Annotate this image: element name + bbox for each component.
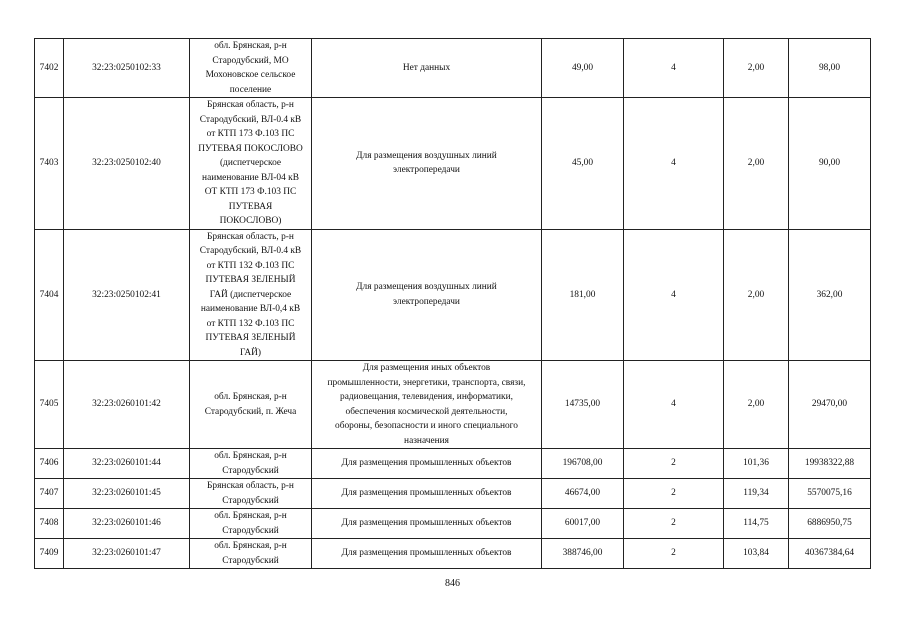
- address-line: ПОКОСЛОВО): [219, 216, 282, 226]
- address-line: поселение: [229, 84, 272, 95]
- rate-cell: 2,00: [724, 98, 789, 230]
- row-number-cell: 7403: [35, 98, 64, 230]
- purpose-cell: [312, 449, 542, 479]
- address-cell: [190, 98, 312, 230]
- group-cell: 4: [624, 361, 724, 449]
- row-number-cell: 7408: [35, 509, 64, 539]
- address-cell: [190, 509, 312, 539]
- purpose-line: промышленности, энергетики, транспорта, связи,: [327, 377, 526, 388]
- table-row: [35, 479, 871, 509]
- cadastral-number-cell: 32:23:0260101:44: [64, 449, 190, 479]
- value-cell: 29470,00: [789, 361, 871, 449]
- purpose-line: Для размещения промышленных объектов: [341, 458, 512, 469]
- cadastral-number-cell: 32:23:0250102:41: [64, 229, 190, 361]
- address-cell: [190, 39, 312, 98]
- rate-cell: 2,00: [724, 229, 789, 361]
- rate-cell: 103,84: [724, 539, 789, 569]
- area-cell: 196708,00: [542, 449, 624, 479]
- address-cell: [190, 229, 312, 361]
- area-cell: 60017,00: [542, 509, 624, 539]
- address-line: Стародубский: [222, 465, 279, 476]
- address-line: ГАЙ (диспетчерское: [209, 289, 292, 300]
- address-line: Стародубский, п. Жеча: [204, 406, 297, 417]
- table-row: [35, 509, 871, 539]
- group-cell: 2: [624, 479, 724, 509]
- value-cell: 40367384,64: [789, 539, 871, 569]
- purpose-line: Для размещения промышленных объектов: [341, 548, 512, 559]
- cadastral-number-cell: 32:23:0260101:47: [64, 539, 190, 569]
- purpose-cell: [312, 98, 542, 230]
- value-cell: 5570075,16: [789, 479, 871, 509]
- rate-cell: 101,36: [724, 449, 789, 479]
- purpose-cell: [312, 229, 542, 361]
- table-row: [35, 39, 871, 98]
- address-line: Брянская область, р-н: [207, 100, 294, 110]
- address-line: Брянская область, р-н: [207, 231, 294, 242]
- purpose-cell: [312, 361, 542, 449]
- group-cell: 4: [624, 98, 724, 230]
- address-line: обл. Брянская, р-н: [214, 541, 287, 551]
- address-line: Брянская область, р-н: [207, 481, 294, 491]
- address-line: Стародубский, МО: [212, 55, 289, 66]
- area-cell: 49,00: [542, 39, 624, 98]
- row-number-cell: 7404: [35, 229, 64, 361]
- address-line: ОТ КТП 173 Ф.103 ПС: [204, 187, 297, 197]
- table-row: [35, 449, 871, 479]
- purpose-cell: [312, 509, 542, 539]
- address-line: ПУТЕВАЯ: [228, 201, 273, 212]
- rate-cell: 119,34: [724, 479, 789, 509]
- purpose-line: Для размещения промышленных объектов: [341, 488, 512, 499]
- table-row: [35, 361, 871, 449]
- area-cell: 14735,00: [542, 361, 624, 449]
- address-line: обл. Брянская, р-н: [214, 392, 287, 402]
- group-cell: 2: [624, 539, 724, 569]
- value-cell: 98,00: [789, 39, 871, 98]
- address-line: Стародубский: [222, 555, 279, 566]
- purpose-cell: [312, 479, 542, 509]
- group-cell: 2: [624, 449, 724, 479]
- address-cell: [190, 361, 312, 449]
- address-line: от КТП 132 Ф.103 ПС: [206, 260, 295, 271]
- address-line: ПУТЕВАЯ ЗЕЛЕНЫЙ: [205, 275, 296, 285]
- address-line: Стародубский, ВЛ-0.4 кВ: [199, 114, 302, 125]
- address-line: Мохоновское сельское: [205, 70, 296, 80]
- cadastral-number-cell: 32:23:0250102:33: [64, 39, 190, 98]
- value-cell: 19938322,88: [789, 449, 871, 479]
- area-cell: 45,00: [542, 98, 624, 230]
- address-line: ПУТЕВАЯ ПОКОСЛОВО: [198, 143, 303, 154]
- purpose-line: Для размещения иных объектов: [362, 363, 491, 373]
- purpose-line: Для размещения воздушных линий: [356, 282, 497, 293]
- table-row: [35, 229, 871, 361]
- cadastral-number-cell: 32:23:0250102:40: [64, 98, 190, 230]
- address-line: обл. Брянская, р-н: [214, 451, 287, 461]
- rate-cell: 2,00: [724, 361, 789, 449]
- address-line: Стародубский, ВЛ-0.4 кВ: [199, 246, 302, 256]
- value-cell: 90,00: [789, 98, 871, 230]
- row-number-cell: 7407: [35, 479, 64, 509]
- rate-cell: 114,75: [724, 509, 789, 539]
- address-cell: [190, 539, 312, 569]
- purpose-line: Для размещения промышленных объектов: [341, 518, 512, 529]
- group-cell: 4: [624, 39, 724, 98]
- cadastral-number-cell: 32:23:0260101:45: [64, 479, 190, 509]
- purpose-line: радиовещания, телевидения, информатики,: [340, 392, 513, 402]
- address-line: от КТП 132 Ф.103 ПС: [206, 318, 295, 329]
- address-line: ГАЙ): [239, 347, 262, 358]
- address-cell: [190, 479, 312, 509]
- purpose-line: обороны, безопасности и иного специального: [335, 421, 518, 431]
- cadastral-number-cell: 32:23:0260101:42: [64, 361, 190, 449]
- area-cell: 46674,00: [542, 479, 624, 509]
- cadastral-number-cell: 32:23:0260101:46: [64, 509, 190, 539]
- purpose-cell: [312, 39, 542, 98]
- address-line: Стародубский: [222, 525, 279, 536]
- row-number-cell: 7402: [35, 39, 64, 98]
- purpose-line: обеспечения космической деятельности,: [345, 406, 508, 417]
- value-cell: 6886950,75: [789, 509, 871, 539]
- row-number-cell: 7405: [35, 361, 64, 449]
- table-row: [35, 98, 871, 230]
- purpose-line: назначения: [404, 435, 449, 446]
- area-cell: 388746,00: [542, 539, 624, 569]
- value-cell: 362,00: [789, 229, 871, 361]
- purpose-line: электропередачи: [393, 296, 460, 307]
- page-number: 846: [445, 578, 460, 589]
- address-line: наименование ВЛ-04 кВ: [202, 172, 299, 183]
- area-cell: 181,00: [542, 229, 624, 361]
- address-line: (диспетчерское: [219, 158, 282, 168]
- group-cell: 2: [624, 509, 724, 539]
- cadastral-register-table: [34, 38, 871, 569]
- row-number-cell: 7409: [35, 539, 64, 569]
- purpose-line: Для размещения воздушных линий: [356, 150, 497, 161]
- purpose-cell: [312, 539, 542, 569]
- address-line: от КТП 173 Ф.103 ПС: [206, 129, 295, 139]
- rate-cell: 2,00: [724, 39, 789, 98]
- address-line: наименование ВЛ-0,4 кВ: [200, 304, 301, 314]
- address-line: ПУТЕВАЯ ЗЕЛЕНЫЙ: [205, 333, 296, 343]
- address-line: Стародубский: [222, 495, 279, 506]
- address-line: обл. Брянская, р-н: [214, 511, 287, 521]
- row-number-cell: 7406: [35, 449, 64, 479]
- purpose-line: Нет данных: [402, 62, 451, 73]
- address-line: обл. Брянская, р-н: [214, 41, 287, 51]
- group-cell: 4: [624, 229, 724, 361]
- purpose-line: электропередачи: [393, 165, 460, 176]
- address-cell: [190, 449, 312, 479]
- table-row: [35, 539, 871, 569]
